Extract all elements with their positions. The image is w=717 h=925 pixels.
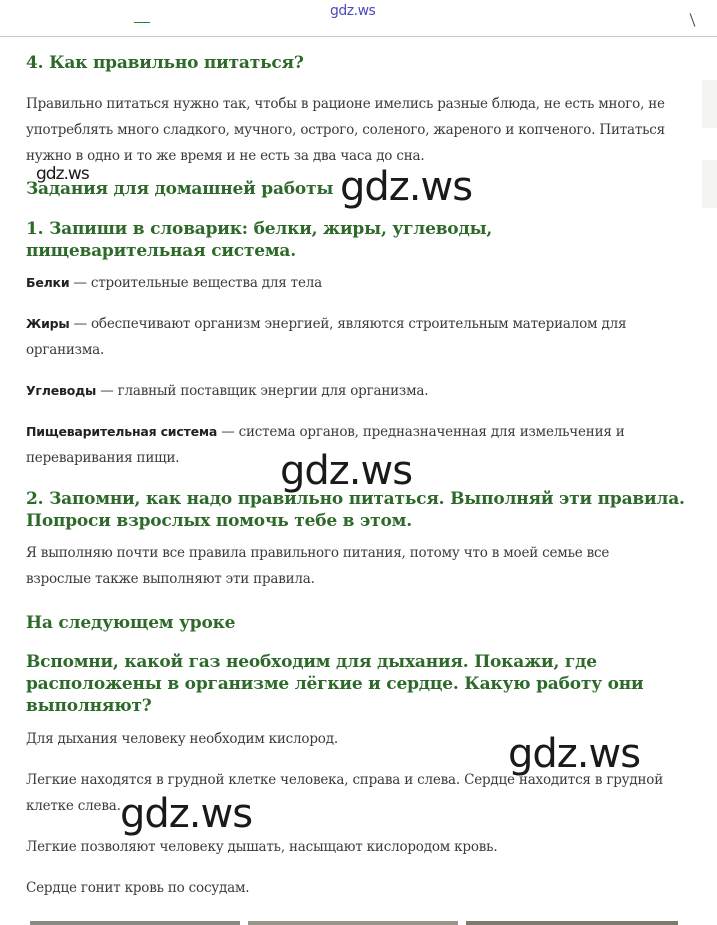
image-strip xyxy=(466,921,678,925)
header-divider-mark xyxy=(134,22,150,23)
term-entry xyxy=(26,270,686,296)
side-panel-edge xyxy=(702,80,717,128)
homework-title: Задания для домашней работы xyxy=(26,179,334,199)
next-lesson-question: Вспомни, какой газ необходим для дыхания. Покажи, где расположены в организме лёгкие и сердце. Какую работу они выполняют? xyxy=(26,652,644,716)
watermark-small: gdz.ws xyxy=(36,164,89,184)
q4-answer: Правильно питаться нужно так, чтобы в рационе имелись разные блюда, не есть много, не употреблять много сладкого, мучного, острого, соленого, жареного и копченого. Питаться нужно в одно и то же время и не есть за два часа до сна. xyxy=(26,96,665,164)
term-entry xyxy=(26,311,666,363)
header-slash-mark xyxy=(690,13,696,26)
watermark: gdz.ws xyxy=(340,164,473,210)
answer-line: Легкие позволяют человеку дышать, насыщают кислородом кровь. xyxy=(26,839,498,855)
hw2-answer: Я выполняю почти все правила правильного питания, потому что в моей семье все взрослые также выполняют эти правила. xyxy=(26,545,610,587)
answer-line: Легкие находятся в грудной клетке человека, справа и слева. Сердце находится в грудной клетке слева. xyxy=(26,772,664,814)
answer-line: Для дыхания человеку необходим кислород. xyxy=(26,731,338,747)
watermark: gdz.ws xyxy=(508,731,641,777)
term-definition: — обеспечивают организм энергией, являются строительным материалом для организма. xyxy=(26,316,627,358)
term-definition: — система органов, предназначенная для измельчения и переваривания пищи. xyxy=(26,424,625,466)
watermark: gdz.ws xyxy=(280,448,413,494)
watermark: gdz.ws xyxy=(120,791,253,837)
term-definition: — главный поставщик энергии для организма. xyxy=(96,383,429,399)
term-label: Жиры xyxy=(26,316,70,331)
term-label: Белки xyxy=(26,275,70,290)
side-panel-edge xyxy=(702,160,717,208)
section-title-q4: 4. Как правильно питаться? xyxy=(26,53,304,73)
term-definition: — строительные вещества для тела xyxy=(69,275,322,291)
term-label: Углеводы xyxy=(26,383,97,398)
hw2-title: 2. Запомни, как надо правильно питаться. Выполняй эти правила. Попроси взрослых помочь тебе в этом. xyxy=(26,489,685,531)
term-label: Пищеварительная система xyxy=(26,424,218,439)
next-lesson-title: На следующем уроке xyxy=(26,613,236,633)
answer-line: Сердце гонит кровь по сосудам. xyxy=(26,880,250,896)
term-entry xyxy=(26,378,686,404)
image-strip xyxy=(30,921,240,925)
site-logo[interactable]: gdz.ws xyxy=(330,3,376,19)
image-strip xyxy=(248,921,458,925)
hw1-title: 1. Запиши в словарик: белки, жиры, углеводы, пищеварительная система. xyxy=(26,219,493,261)
site-header xyxy=(0,0,717,37)
